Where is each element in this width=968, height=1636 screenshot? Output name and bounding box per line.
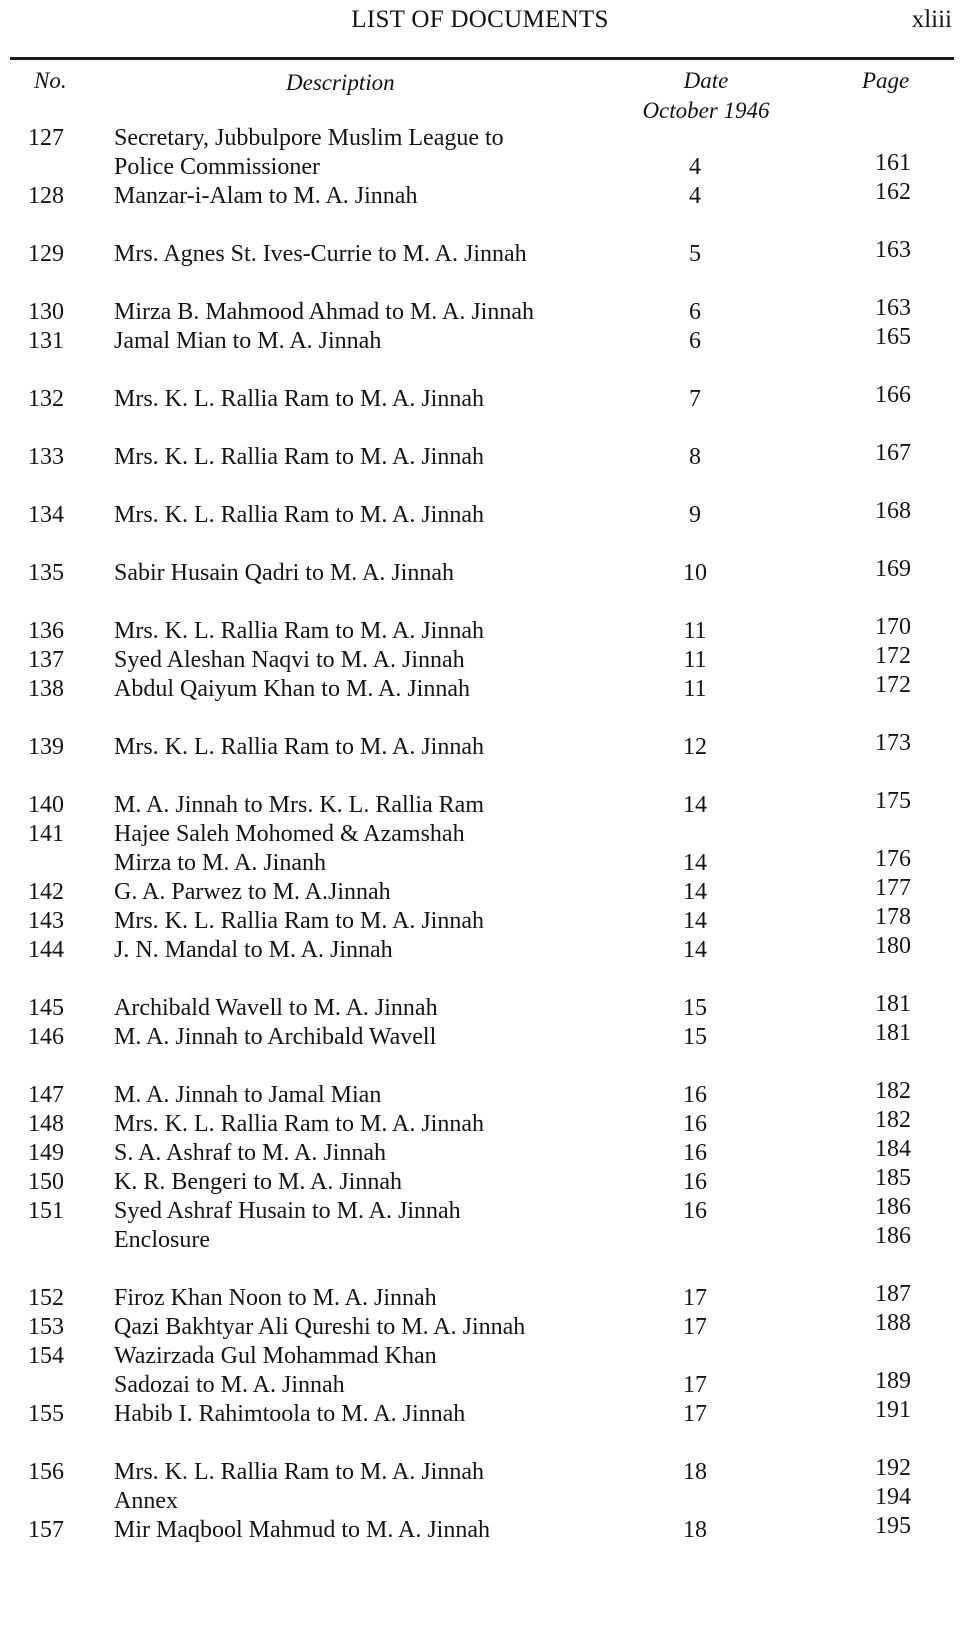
column-header-date-month: October 1946	[642, 98, 770, 123]
entry-description-line: Mrs. K. L. Rallia Ram to M. A. Jinnah	[114, 908, 484, 934]
entry-page: 194	[875, 1484, 911, 1510]
entry-page: 188	[875, 1310, 911, 1336]
entry-date: 15	[683, 1024, 707, 1050]
entry-date: 6	[689, 299, 701, 325]
entry-number: 138	[28, 676, 64, 702]
entry-description-line: Mirza to M. A. Jinanh	[114, 850, 326, 876]
entry-description-line: Mirza B. Mahmood Ahmad to M. A. Jinnah	[114, 299, 534, 325]
entry-date: 17	[683, 1401, 707, 1427]
entry-date: 14	[683, 908, 707, 934]
entry-description-line: Syed Aleshan Naqvi to M. A. Jinnah	[114, 647, 465, 673]
entry-description-line: Police Commissioner	[114, 154, 320, 180]
entry-description-line: Manzar-i-Alam to M. A. Jinnah	[114, 183, 418, 209]
entry-page: 186	[875, 1194, 911, 1220]
entry-page: 185	[875, 1165, 911, 1191]
entry-number: 137	[28, 647, 64, 673]
entry-page: 187	[875, 1281, 911, 1307]
entry-date: 14	[683, 792, 707, 818]
entry-number: 140	[28, 792, 64, 818]
entry-number: 133	[28, 444, 64, 470]
column-header-date: Date	[683, 68, 729, 93]
entry-number: 151	[28, 1198, 64, 1224]
entry-description-line: Syed Ashraf Husain to M. A. Jinnah	[114, 1198, 461, 1224]
entry-page: 172	[875, 643, 911, 669]
entry-date: 11	[683, 676, 707, 702]
entry-page: 178	[875, 904, 911, 930]
entry-date: 17	[683, 1285, 707, 1311]
entry-page: 163	[875, 295, 911, 321]
entry-page: 165	[875, 324, 911, 350]
entry-date: 6	[689, 328, 701, 354]
entry-date: 16	[683, 1111, 707, 1137]
entry-description-line: M. A. Jinnah to Jamal Mian	[114, 1082, 382, 1108]
entry-number: 157	[28, 1517, 64, 1543]
entry-number: 136	[28, 618, 64, 644]
entry-description-line: Sabir Husain Qadri to M. A. Jinnah	[114, 560, 454, 586]
entry-description-line: Mrs. K. L. Rallia Ram to M. A. Jinnah	[114, 734, 484, 760]
entry-number: 145	[28, 995, 64, 1021]
entry-description-line: Mrs. K. L. Rallia Ram to M. A. Jinnah	[114, 386, 484, 412]
entry-page: 189	[875, 1368, 911, 1394]
entry-number: 131	[28, 328, 64, 354]
entry-date: 16	[683, 1140, 707, 1166]
entry-page: 182	[875, 1107, 911, 1133]
entry-date: 16	[683, 1198, 707, 1224]
entry-date: 12	[683, 734, 707, 760]
entry-number: 132	[28, 386, 64, 412]
entry-number: 141	[28, 821, 64, 847]
entry-date: 4	[689, 154, 701, 180]
entry-number: 130	[28, 299, 64, 325]
entry-date: 11	[683, 647, 707, 673]
entry-page: 166	[875, 382, 911, 408]
entry-date: 10	[683, 560, 707, 586]
entry-description-line: Mrs. K. L. Rallia Ram to M. A. Jinnah	[114, 1459, 484, 1485]
entry-date: 14	[683, 879, 707, 905]
column-header-page: Page	[862, 68, 910, 93]
entry-page: 175	[875, 788, 911, 814]
entry-date: 18	[683, 1459, 707, 1485]
entry-description-line: Archibald Wavell to M. A. Jinnah	[114, 995, 438, 1021]
entry-page: 192	[875, 1455, 911, 1481]
entry-page: 180	[875, 933, 911, 959]
entry-description-line: Wazirzada Gul Mohammad Khan	[114, 1343, 437, 1369]
entry-page: 184	[875, 1136, 911, 1162]
entry-description-line: Mrs. K. L. Rallia Ram to M. A. Jinnah	[114, 618, 484, 644]
entry-date: 14	[683, 937, 707, 963]
entry-page: 172	[875, 672, 911, 698]
page-number: xliii	[911, 6, 952, 33]
entry-number: 129	[28, 241, 64, 267]
entry-date: 18	[683, 1517, 707, 1543]
entry-number: 143	[28, 908, 64, 934]
entry-number: 150	[28, 1169, 64, 1195]
entry-number: 149	[28, 1140, 64, 1166]
entry-description-line: Secretary, Jubbulpore Muslim League to	[114, 125, 504, 151]
entry-number: 155	[28, 1401, 64, 1427]
entry-date: 14	[683, 850, 707, 876]
entry-description-line: Firoz Khan Noon to M. A. Jinnah	[114, 1285, 437, 1311]
entry-description-line: Mrs. K. L. Rallia Ram to M. A. Jinnah	[114, 444, 484, 470]
entry-description-line: Mrs. Agnes St. Ives-Currie to M. A. Jinnah	[114, 241, 527, 267]
column-header-description: Description	[286, 70, 395, 95]
entry-description-line: Abdul Qaiyum Khan to M. A. Jinnah	[114, 676, 470, 702]
entry-description-line: Mrs. K. L. Rallia Ram to M. A. Jinnah	[114, 1111, 484, 1137]
entry-date: 5	[689, 241, 701, 267]
entry-page: 181	[875, 1020, 911, 1046]
entry-description-line: Hajee Saleh Mohomed & Azamshah	[114, 821, 465, 847]
entry-description-line: M. A. Jinnah to Mrs. K. L. Rallia Ram	[114, 792, 484, 818]
entry-number: 153	[28, 1314, 64, 1340]
entry-page: 162	[875, 179, 911, 205]
entry-description-line: Annex	[114, 1488, 178, 1514]
entry-description-line: M. A. Jinnah to Archibald Wavell	[114, 1024, 437, 1050]
entry-date: 15	[683, 995, 707, 1021]
entry-number: 146	[28, 1024, 64, 1050]
entry-date: 16	[683, 1169, 707, 1195]
entry-date: 17	[683, 1372, 707, 1398]
entry-description-line: Sadozai to M. A. Jinnah	[114, 1372, 345, 1398]
entry-number: 139	[28, 734, 64, 760]
entry-page: 182	[875, 1078, 911, 1104]
entry-page: 168	[875, 498, 911, 524]
entry-number: 142	[28, 879, 64, 905]
entry-number: 127	[28, 125, 64, 151]
entry-number: 147	[28, 1082, 64, 1108]
entry-description-line: Qazi Bakhtyar Ali Qureshi to M. A. Jinnah	[114, 1314, 526, 1340]
entry-page: 181	[875, 991, 911, 1017]
entry-date: 4	[689, 183, 701, 209]
entry-page: 167	[875, 440, 911, 466]
entry-description-line: G. A. Parwez to M. A.Jinnah	[114, 879, 391, 905]
entry-number: 128	[28, 183, 64, 209]
entry-page: 173	[875, 730, 911, 756]
entry-number: 135	[28, 560, 64, 586]
entry-description-line: Jamal Mian to M. A. Jinnah	[114, 328, 382, 354]
entry-number: 148	[28, 1111, 64, 1137]
entry-page: 177	[875, 875, 911, 901]
entry-description-line: K. R. Bengeri to M. A. Jinnah	[114, 1169, 402, 1195]
entry-date: 7	[689, 386, 701, 412]
entry-page: 170	[875, 614, 911, 640]
entry-number: 154	[28, 1343, 64, 1369]
entry-description-line: Habib I. Rahimtoola to M. A. Jinnah	[114, 1401, 466, 1427]
page-title: LIST OF DOCUMENTS	[351, 6, 609, 33]
entry-description-line: S. A. Ashraf to M. A. Jinnah	[114, 1140, 387, 1166]
entry-number: 152	[28, 1285, 64, 1311]
entry-description-line: Mrs. K. L. Rallia Ram to M. A. Jinnah	[114, 502, 484, 528]
entry-date: 9	[689, 502, 701, 528]
entry-date: 16	[683, 1082, 707, 1108]
entry-description-line: Mir Maqbool Mahmud to M. A. Jinnah	[114, 1517, 490, 1543]
entry-date: 8	[689, 444, 701, 470]
entry-description-line: Enclosure	[114, 1227, 210, 1253]
entry-number: 134	[28, 502, 64, 528]
entry-number: 156	[28, 1459, 64, 1485]
entry-page: 163	[875, 237, 911, 263]
entry-page: 186	[875, 1223, 911, 1249]
entry-page: 176	[875, 846, 911, 872]
entry-page: 161	[875, 150, 911, 176]
entry-page: 195	[875, 1513, 911, 1539]
entry-date: 17	[683, 1314, 707, 1340]
entry-number: 144	[28, 937, 64, 963]
entry-description-line: J. N. Mandal to M. A. Jinnah	[114, 937, 393, 963]
entry-page: 191	[875, 1397, 911, 1423]
column-header-no: No.	[34, 68, 67, 93]
entry-page: 169	[875, 556, 911, 582]
entry-date: 11	[683, 618, 707, 644]
